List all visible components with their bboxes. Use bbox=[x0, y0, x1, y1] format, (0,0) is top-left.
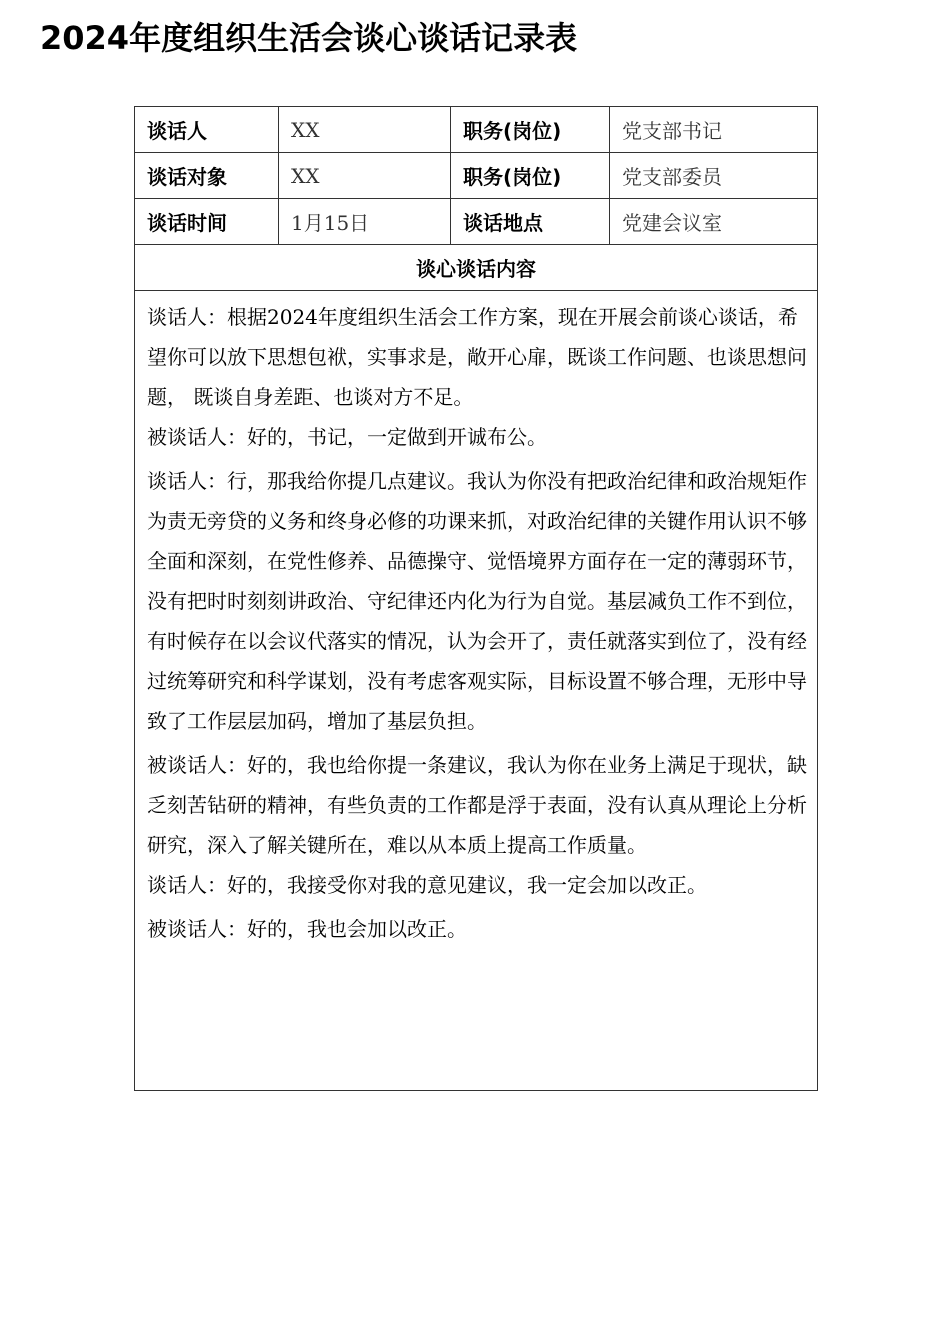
talk-time-value: 1月15日 bbox=[279, 199, 451, 245]
table-row bbox=[135, 245, 818, 291]
interviewer-position-value: 党支部书记 bbox=[610, 107, 818, 153]
interviewer-value: XX bbox=[279, 107, 451, 153]
interviewer-label: 谈话人 bbox=[135, 107, 279, 153]
interviewer-position-label: 职务(岗位) bbox=[451, 107, 610, 153]
table-row bbox=[135, 291, 818, 1091]
table-row bbox=[135, 199, 818, 245]
talk-time-label: 谈话时间 bbox=[135, 199, 279, 245]
conversation-paragraph: 谈话人：好的，我接受你对我的意见建议，我一定会加以改正。 bbox=[147, 873, 707, 897]
table-row bbox=[135, 107, 818, 153]
interviewee-label: 谈话对象 bbox=[135, 153, 279, 199]
conversation-content bbox=[135, 291, 818, 1091]
document-title: 2024年度组织生活会谈心谈话记录表 bbox=[40, 19, 578, 57]
interviewee-position-value: 党支部委员 bbox=[610, 153, 818, 199]
interviewee-position-label: 职务(岗位) bbox=[451, 153, 610, 199]
conversation-paragraph: 被谈话人：好的，我也给你提一条建议，我认为你在业务上满足于现状，缺乏刻苦钻研的精神，有些负责的工作都是浮于表面，没有认真从理论上分析研究，深入了解关键所在，难以从本质上提高工作质量。 bbox=[147, 753, 807, 857]
talk-location-value: 党建会议室 bbox=[610, 199, 818, 245]
conversation-paragraph: 谈话人：根据2024年度组织生活会工作方案，现在开展会前谈心谈话，希望你可以放下思想包袱，实事求是，敞开心扉，既谈工作问题、也谈思想问题， 既谈自身差距、也谈对方不足。 bbox=[147, 305, 807, 409]
interviewee-value: XX bbox=[279, 153, 451, 199]
conversation-paragraph: 被谈话人：好的，我也会加以改正。 bbox=[147, 917, 467, 941]
record-table bbox=[134, 106, 818, 1091]
conversation-paragraph: 被谈话人：好的，书记，一定做到开诚布公。 bbox=[147, 425, 547, 449]
content-section-header: 谈心谈话内容 bbox=[135, 245, 818, 291]
table-row bbox=[135, 153, 818, 199]
conversation-paragraph: 谈话人：行，那我给你提几点建议。我认为你没有把政治纪律和政治规矩作为责无旁贷的义务和终身必修的功课来抓，对政治纪律的关键作用认识不够全面和深刻，在党性修养、品德操守、觉悟境界方面存在一定的薄弱环节，没有把时时刻刻讲政治、守纪律还内化为行为自觉。基层减负工作不到位，有时候存在以会议代落实的情况，认为会开了，责任就落实到位了，没有经过统筹研究和科学谋划，没有考虑客观实际，目标设置不够合理，无形中导致了工作层层加码，增加了基层负担。 bbox=[147, 469, 807, 733]
talk-location-label: 谈话地点 bbox=[451, 199, 610, 245]
